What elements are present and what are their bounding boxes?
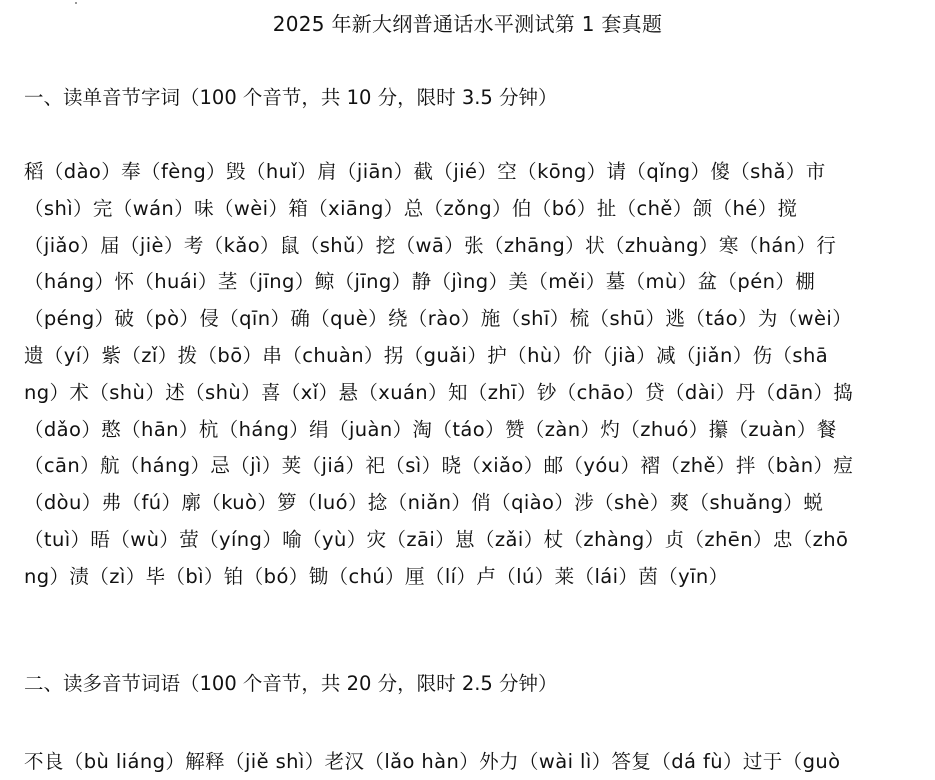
section1-heading: 一、读单音节字词（100 个音节，共 10 分，限时 3.5 分钟） [24,86,558,109]
section1-line: （shì）完（wán）味（wèi）箱（xiāng）总（zǒng）伯（bó）扯（chě）颌（hé）搅 [24,196,798,220]
section1-line: ng）渍（zì）毕（bì）铂（bó）锄（chú）厘（lí）卢（lú）莱（lái）茵（yīn） [24,564,729,588]
section1-line: （cān）航（háng）忌（jì）荚（jiá）祀（sì）晓（xiǎo）邮（yóu）褶（zhě）拌（bàn）痘 [24,454,854,478]
section1-body [24,154,914,596]
section1-line: （háng）怀（huái）茎（jīng）鲸（jīng）静（jìng）美（měi）墓（mù）盆（pén）棚 [24,270,816,294]
section1-line: 遗（yí）紫（zǐ）拨（bō）串（chuàn）拐（guǎi）护（hù）价（jià）减（jiǎn）伤（shā [24,343,829,367]
stray-mark [75,2,77,4]
section2-heading: 二、读多音节词语（100 个音节，共 20 分，限时 2.5 分钟） [24,672,558,695]
document-title: 2025 年新大纲普通话水平测试第 1 套真题 [272,12,663,36]
section1-line: （péng）破（pò）侵（qīn）确（què）绕（rào）施（shī）梳（shū）逃（táo）为（wèi） [24,307,853,331]
section1-line: ng）术（shù）述（shù）喜（xǐ）悬（xuán）知（zhī）钞（chāo）贷（dài）丹（dān）捣 [24,380,854,404]
section1-line: （dǎo）憨（hān）杭（háng）绢（juàn）淘（táo）赞（zàn）灼（zhuó）攥（zuàn）餐 [24,417,837,441]
section1-line: （jiǎo）届（jiè）考（kǎo）鼠（shǔ）挖（wā）张（zhāng）状（zhuàng）寒（hán）行 [24,233,837,257]
section1-line: （tuì）晤（wù）萤（yíng）喻（yù）灾（zāi）崽（zǎi）杖（zhàng）贞（zhēn）忠（zhō [24,527,849,551]
section1-line: （dòu）弗（fú）廓（kuò）箩（luó）捻（niǎn）俏（qiào）涉（shè）爽（shuǎng）蜕 [24,491,824,515]
section2-line: 不良（bù liáng）解释（jiě shì）老汉（lǎo hàn）外力（wài lì）答复（dá fù）过于（guò [24,750,841,773]
section1-line: 稻（dào）奉（fèng）毁（huǐ）肩（jiān）截（jié）空（kōng）请（qǐng）傻（shǎ）市 [24,160,826,183]
